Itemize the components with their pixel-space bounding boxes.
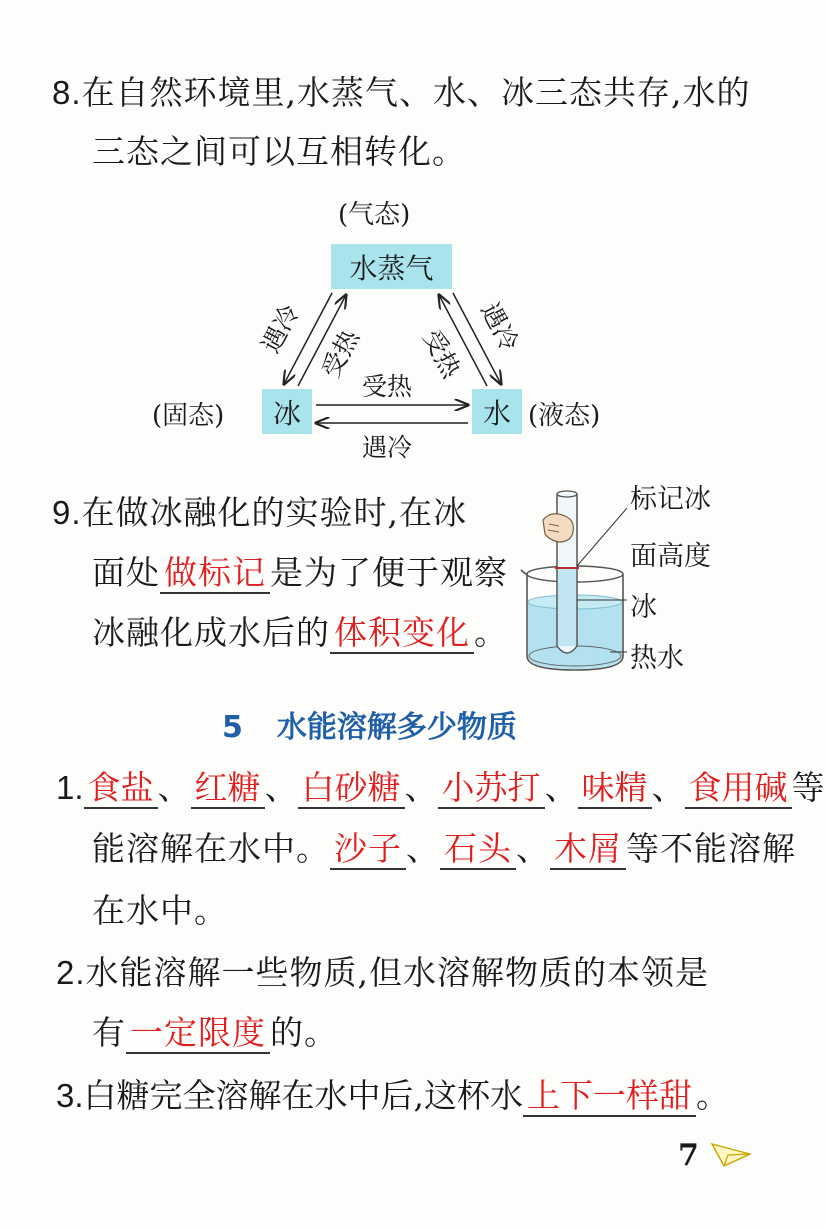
s1-text-2b: 等不能溶解 [626,829,796,868]
answer-mark: 做标记 [160,553,270,594]
s2-text-2b: 的。 [270,1013,338,1052]
sep: 、 [404,768,438,807]
sep: 、 [544,768,578,807]
label-mark-1: 标记冰 [630,484,711,515]
gas-state-label: (气态) [338,200,411,230]
q9-text-2b: 是为了便于观察 [270,553,508,592]
liquid-state-label: (液态) [528,401,601,431]
solid-state-label: (固态) [152,401,225,431]
page-number: 7 [678,1138,699,1173]
label-ice: 冰 [630,592,657,623]
sep: 、 [651,768,685,807]
beaker-illustration [515,480,645,680]
s1-line1 [56,768,825,808]
answer-soluble-3: 白砂糖 [298,768,405,809]
q9-text-1: 在做冰融化的实验时,在冰 [81,493,468,532]
answer-soluble-6: 食用碱 [685,768,792,809]
q9-text-3b: 。 [474,613,508,652]
s3-line [56,1076,729,1116]
label-mark-2: 面高度 [630,541,711,572]
bottom-top-label: 受热 [362,372,413,401]
right-inner-label: 受热 [417,324,467,383]
section-number: 5 [222,710,243,745]
q9-text-3a: 冰融化成水后的 [92,613,330,652]
sep: 、 [516,829,550,868]
sep: 、 [406,829,440,868]
q9-text-2a: 面处 [92,553,160,592]
s1-text-2a: 能溶解在水中。 [92,829,330,868]
answer-soluble-1: 食盐 [84,768,158,809]
s2-line1 [56,953,709,993]
answer-volume-change: 体积变化 [330,613,474,654]
q8-line2: 三态之间可以互相转化。 [92,132,466,171]
s3-number: 3. [56,1077,84,1114]
sep: 、 [157,768,191,807]
s1-number: 1. [56,769,84,806]
s3-text-b: 。 [696,1076,730,1115]
vapor-box: 水蒸气 [331,244,452,289]
q9-line1 [52,493,467,533]
q9-number: 9. [52,494,82,531]
s2-number: 2. [56,954,86,991]
answer-insoluble-1: 沙子 [330,829,406,870]
section-heading [222,702,517,746]
s1-line3: 在水中。 [92,891,228,930]
right-outer-label: 遇冷 [475,297,525,356]
s2-text-2a: 有 [92,1013,126,1052]
s3-text-a: 白糖完全溶解在水中后,这杯水 [83,1076,524,1115]
paper-plane-icon [710,1138,752,1170]
answer-soluble-2: 红糖 [191,768,265,809]
s1-line2 [92,829,796,869]
bottom-bottom-label: 遇冷 [362,433,413,462]
answer-insoluble-3: 木屑 [550,829,626,870]
answer-soluble-5: 味精 [578,768,652,809]
answer-soluble-4: 小苏打 [438,768,545,809]
water-box: 水 [472,389,522,434]
answer-sweetness: 上下一样甜 [523,1076,696,1117]
s1-text-1b: 等 [791,768,825,807]
s2-line2 [92,1013,338,1053]
state-arrows [0,0,800,480]
answer-insoluble-2: 石头 [440,829,516,870]
q9-line3 [92,613,508,653]
sep: 、 [264,768,298,807]
q8-text-1: 在自然环境里,水蒸气、水、冰三态共存,水的 [81,73,751,112]
left-outer-label: 遇冷 [255,299,305,358]
s2-text-1: 水能溶解一些物质,但水溶解物质的本领是 [85,953,710,992]
q8-number: 8. [52,74,82,111]
q9-line2 [92,553,508,593]
section-title: 水能溶解多少物质 [276,710,517,745]
left-inner-label: 受热 [315,324,365,383]
label-hot-water: 热水 [630,643,684,674]
ice-box: 冰 [262,389,312,434]
answer-limit: 一定限度 [126,1013,270,1054]
